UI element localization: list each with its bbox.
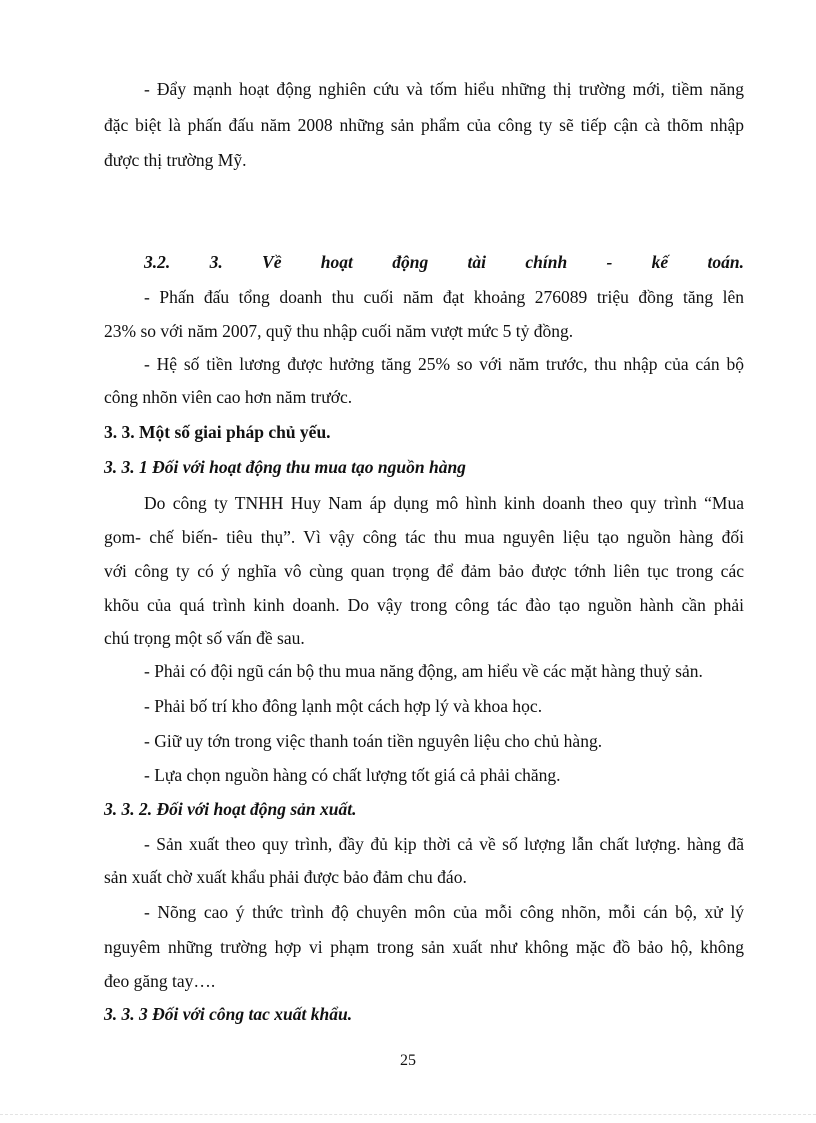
paragraph-line: công nhõn viên cao hơn năm trước. bbox=[104, 387, 353, 407]
paragraph-line: - Nõng cao ý thức trình độ chuyên môn của mỗi công nhõn, mỗi cán bộ, xử lý bbox=[144, 902, 744, 922]
paragraph-line: - Phấn đấu tổng doanh thu cuối năm đạt khoảng 276089 triệu đồng tăng lên bbox=[144, 287, 744, 307]
subsection-heading: 3. 3. 1 Đối với hoạt động thu mua tạo nguồn hàng bbox=[104, 457, 466, 477]
paragraph-line: - Hệ số tiền lương được hưởng tăng 25% so với năm trước, thu nhập của cán bộ bbox=[144, 354, 744, 374]
paragraph-line: khõu của quá trình kinh doanh. Do vậy trong công tác đào tạo nguồn hành cần phải bbox=[104, 595, 744, 615]
paragraph-line: đeo găng tay…. bbox=[104, 971, 216, 991]
section-heading: 3. 3. Một số giai pháp chủ yếu. bbox=[104, 422, 331, 442]
paragraph-line: được thị trường Mỹ. bbox=[104, 150, 247, 170]
paragraph-line: đặc biệt là phấn đấu năm 2008 những sản phẩm của công ty sẽ tiếp cận cà thõm nhập bbox=[104, 115, 744, 135]
subsection-heading: 3. 3. 2. Đối với hoạt động sản xuất. bbox=[104, 799, 357, 819]
page-edge-divider bbox=[0, 1114, 816, 1115]
paragraph-line: - Đẩy mạnh hoạt động nghiên cứu và tốm hiểu những thị trường mới, tiềm năng bbox=[144, 79, 744, 99]
paragraph-line: chú trọng một số vấn đề sau. bbox=[104, 628, 305, 648]
list-item: - Phải bố trí kho đông lạnh một cách hợp lý và khoa học. bbox=[144, 696, 543, 716]
page-number: 25 bbox=[400, 1052, 416, 1069]
paragraph-line: 23% so với năm 2007, quỹ thu nhập cuối năm vượt mức 5 tỷ đồng. bbox=[104, 321, 574, 341]
list-item: - Phải có đội ngũ cán bộ thu mua năng động, am hiểu về các mặt hàng thuỷ sản. bbox=[144, 661, 703, 681]
paragraph-line: với công ty có ý nghĩa vô cùng quan trọng để đảm bảo được tớnh liên tục trong các bbox=[104, 561, 744, 581]
subsection-heading: 3. 3. 3 Đối với công tac xuất khẩu. bbox=[104, 1004, 353, 1024]
paragraph-line: sản xuất chờ xuất khẩu phải được bảo đảm chu đáo. bbox=[104, 867, 467, 887]
list-item: - Lựa chọn nguồn hàng có chất lượng tốt giá cả phải chăng. bbox=[144, 765, 561, 785]
section-heading: 3.2. 3. Về hoạt động tài chính - kế toán. bbox=[144, 252, 744, 272]
paragraph-line: gom- chế biến- tiêu thụ”. Vì vậy công tác thu mua nguyên liệu tạo nguồn hàng đối bbox=[104, 527, 744, 547]
paragraph-line: Do công ty TNHH Huy Nam áp dụng mô hình kinh doanh theo quy trình “Mua bbox=[144, 493, 744, 513]
list-item: - Giữ uy tớn trong việc thanh toán tiền nguyên liệu cho chủ hàng. bbox=[144, 731, 603, 751]
paragraph-line: nguyêm những trường hợp vi phạm trong sản xuất như không mặc đồ bảo hộ, không bbox=[104, 937, 744, 957]
paragraph-line: - Sản xuất theo quy trình, đầy đủ kịp thời cả về số lượng lẫn chất lượng. hàng đã bbox=[144, 834, 744, 854]
